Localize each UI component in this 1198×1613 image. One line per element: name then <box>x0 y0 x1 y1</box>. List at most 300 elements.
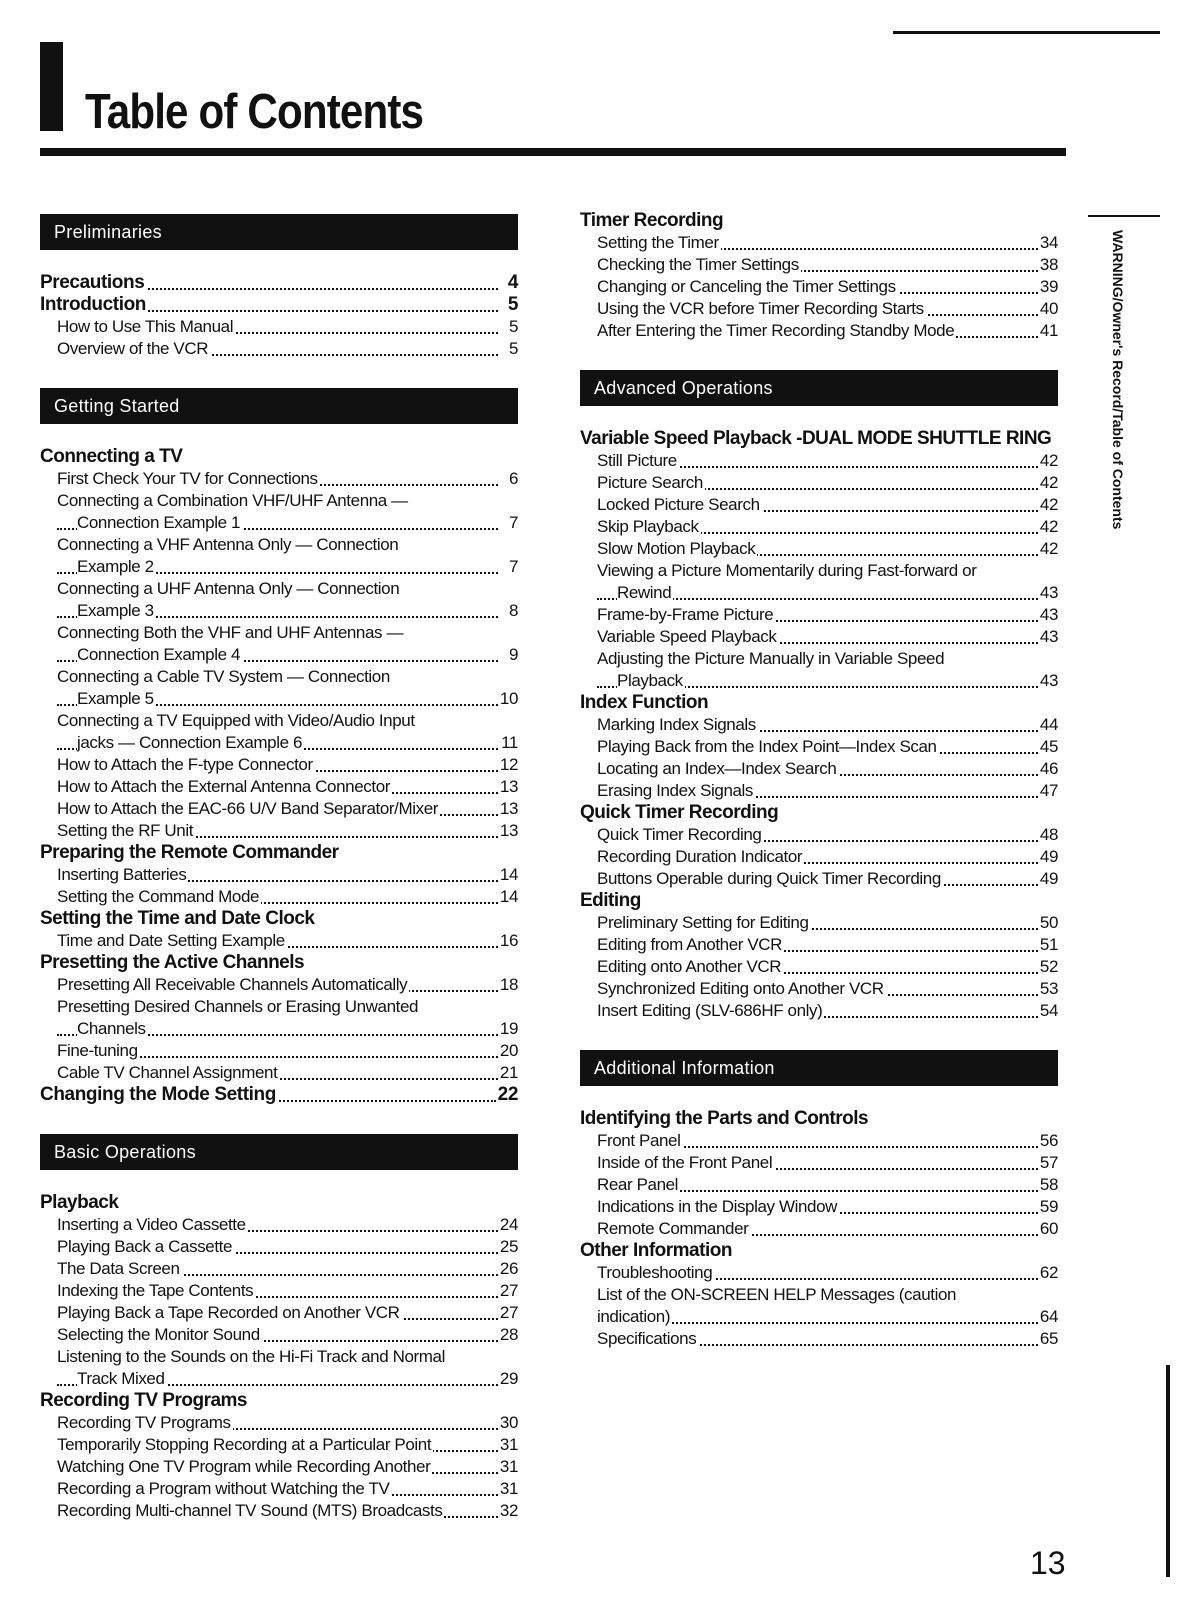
toc-page-number: 21 <box>499 1063 518 1082</box>
toc-entry-label-wrap <box>597 934 1038 956</box>
toc-entry <box>40 1456 518 1478</box>
toc-page-number: 60 <box>1039 1219 1058 1238</box>
toc-page-number: 53 <box>1039 979 1058 998</box>
toc-entry-label-wrap <box>57 338 498 360</box>
toc-entry <box>580 276 1058 298</box>
toc-entry-title: Playing Back a Tape Recorded on Another VCR <box>57 1303 400 1322</box>
toc-entry-label-wrap <box>57 316 498 338</box>
toc-page-number: 19 <box>499 1019 518 1038</box>
toc-entry <box>40 294 518 316</box>
section-bar-advanced-operations: Advanced Operations <box>580 370 1058 406</box>
toc-section <box>580 370 1058 1022</box>
toc-page-number: 49 <box>1039 847 1058 866</box>
toc-entry-title-cont: Example 5 <box>77 689 154 708</box>
toc-entry-label-wrap <box>57 490 498 534</box>
toc-entry-label-wrap <box>40 272 498 294</box>
toc-entry-title: Setting the RF Unit <box>57 821 194 840</box>
toc-entry-title: Recording Duration Indicator <box>597 847 803 866</box>
toc-entry-title: Playing Back a Cassette <box>57 1237 233 1256</box>
toc-entry-title: Temporarily Stopping Recording at a Particular Point <box>57 1435 432 1454</box>
toc-entry <box>40 622 518 666</box>
toc-entry-title-cont: Example 3 <box>77 601 154 620</box>
toc-entry-label-wrap <box>597 648 1038 692</box>
top-rule <box>893 31 1160 34</box>
toc-page-number: 43 <box>1039 671 1058 690</box>
toc-entry-title: How to Use This Manual <box>57 317 234 336</box>
toc-entry <box>40 316 518 338</box>
toc-entry <box>40 490 518 534</box>
toc-group-heading: Identifying the Parts and Controls <box>580 1108 869 1129</box>
toc-entry <box>580 824 1058 846</box>
toc-entry-label-wrap <box>597 1152 1038 1174</box>
toc-page-number: 13 <box>499 799 518 818</box>
toc-entry-label-wrap <box>597 736 1038 758</box>
toc-entry-title-cont: jacks — Connection Example 6 <box>77 733 303 752</box>
toc-entry <box>580 1218 1058 1240</box>
toc-page-number: 10 <box>499 689 518 708</box>
toc-entry-title: Inside of the Front Panel <box>597 1153 773 1172</box>
toc-entry-label-wrap <box>57 1062 498 1084</box>
toc-entry-label-wrap <box>597 472 1038 494</box>
toc-page-number: 43 <box>1039 605 1058 624</box>
toc-entry <box>580 516 1058 538</box>
toc-entry <box>40 710 518 754</box>
toc-page-number: 22 <box>497 1084 518 1105</box>
toc-entry-title-cont: indication) <box>597 1307 671 1326</box>
toc-entry <box>580 1262 1058 1284</box>
toc-entry <box>580 450 1058 472</box>
toc-entry-title: Marking Index Signals <box>597 715 756 734</box>
toc-entry <box>580 648 1058 692</box>
toc-entry-title: Quick Timer Recording <box>597 825 762 844</box>
toc-entry-label-wrap <box>57 1412 498 1434</box>
toc-entry-title-cont: Playback <box>617 671 683 690</box>
toc-entry <box>580 1152 1058 1174</box>
toc-entry-title: Watching One TV Program while Recording Another <box>57 1457 431 1476</box>
toc-entry-title: Precautions <box>40 272 145 293</box>
toc-entry-title: Checking the Timer Settings <box>597 255 799 274</box>
toc-entry <box>40 1324 518 1346</box>
toc-entry-label-wrap <box>597 868 1038 890</box>
toc-entry-title: Rear Panel <box>597 1175 679 1194</box>
toc-entry <box>580 232 1058 254</box>
toc-entry-title: List of the ON-SCREEN HELP Messages (caution <box>597 1285 957 1304</box>
toc-entry-title: Editing onto Another VCR <box>597 957 782 976</box>
toc-entry-label-wrap <box>597 604 1038 626</box>
toc-page-number: 27 <box>499 1303 518 1322</box>
toc-page-number: 45 <box>1039 737 1058 756</box>
toc-entry <box>40 578 518 622</box>
toc-page-number: 59 <box>1039 1197 1058 1216</box>
toc-entry <box>40 1302 518 1324</box>
toc-entry-label-wrap <box>597 1328 1038 1350</box>
toc-entry-title-cont: Connection Example 1 <box>77 513 241 532</box>
toc-entry <box>580 1196 1058 1218</box>
toc-entry <box>580 912 1058 934</box>
toc-page-number: 20 <box>499 1041 518 1060</box>
toc-entry-label-wrap <box>57 820 498 842</box>
toc-group-heading: Recording TV Programs <box>40 1390 247 1411</box>
toc-group-heading: Timer Recording <box>580 210 724 231</box>
toc-entry-label-wrap <box>597 494 1038 516</box>
toc-section <box>40 1134 518 1522</box>
toc-entry-label-wrap <box>57 886 498 908</box>
toc-entry-label-wrap <box>597 1000 1038 1022</box>
title-marker-block <box>40 42 63 131</box>
toc-page-number: 28 <box>499 1325 518 1344</box>
toc-entry-title: First Check Your TV for Connections <box>57 469 318 488</box>
toc-entry-title: Locked Picture Search <box>597 495 760 514</box>
toc-entry-label-wrap <box>57 1280 498 1302</box>
toc-entry-title: Recording Multi-channel TV Sound (MTS) Broadcasts <box>57 1501 443 1520</box>
toc-entry-title: Connecting a Cable TV System — Connection <box>57 667 390 686</box>
page-number: 13 <box>1030 1545 1066 1581</box>
toc-entry <box>40 338 518 360</box>
toc-entry <box>40 754 518 776</box>
toc-page-number: 57 <box>1039 1153 1058 1172</box>
toc-entry-label-wrap <box>597 912 1038 934</box>
toc-page-number: 16 <box>499 931 518 950</box>
toc-entry-label-wrap <box>597 538 1038 560</box>
toc-entry <box>580 1130 1058 1152</box>
toc-entry <box>580 934 1058 956</box>
section-bar-getting-started: Getting Started <box>40 388 518 424</box>
toc-entry-label-wrap <box>57 622 498 666</box>
toc-entry-title: Indexing the Tape Contents <box>57 1281 254 1300</box>
toc-page-number: 39 <box>1039 277 1058 296</box>
toc-page-number: 32 <box>499 1501 518 1520</box>
toc-entry-title: Picture Search <box>597 473 703 492</box>
toc-entry-title-cont: Example 2 <box>77 557 154 576</box>
toc-group-heading: Quick Timer Recording <box>580 802 779 823</box>
section-bar-preliminaries: Preliminaries <box>40 214 518 250</box>
toc-page-number: 18 <box>499 975 518 994</box>
toc-page-number: 50 <box>1039 913 1058 932</box>
toc-page-number: 7 <box>508 513 518 532</box>
toc-page-number: 52 <box>1039 957 1058 976</box>
toc-entry-title: How to Attach the EAC-66 U/V Band Separator/Mixer <box>57 799 439 818</box>
toc-entry-label-wrap <box>597 1174 1038 1196</box>
toc-page-number: 41 <box>1039 321 1058 340</box>
toc-entry <box>40 1084 518 1106</box>
toc-entry-label-wrap <box>57 1258 498 1280</box>
toc-entry-label-wrap <box>57 1236 498 1258</box>
toc-entry <box>40 930 518 952</box>
toc-entry-label-wrap <box>57 1434 498 1456</box>
toc-entry-label-wrap <box>597 978 1038 1000</box>
toc-page-number: 44 <box>1039 715 1058 734</box>
toc-entry-label-wrap <box>57 996 498 1040</box>
toc-page-number: 58 <box>1039 1175 1058 1194</box>
toc-group-heading: Variable Speed Playback -DUAL MODE SHUTTLE RING <box>580 428 1052 449</box>
toc-page-number: 42 <box>1039 495 1058 514</box>
toc-entry-title: Inserting a Video Cassette <box>57 1215 246 1234</box>
toc-page-number: 7 <box>508 557 518 576</box>
toc-entry <box>580 978 1058 1000</box>
toc-entry <box>40 1500 518 1522</box>
side-tab-rule <box>1088 215 1160 217</box>
toc-entry <box>40 1280 518 1302</box>
toc-entry-title: Changing or Canceling the Timer Settings <box>597 277 896 296</box>
toc-page-number: 9 <box>508 645 518 664</box>
toc-entry-title: Fine-tuning <box>57 1041 138 1060</box>
toc-entry-title: Indications in the Display Window <box>597 1197 838 1216</box>
toc-entry <box>580 560 1058 604</box>
toc-group-heading: Presetting the Active Channels <box>40 952 305 973</box>
toc-entry-label-wrap <box>57 534 498 578</box>
toc-entry-label-wrap <box>597 1284 1038 1328</box>
toc-page-number: 46 <box>1039 759 1058 778</box>
toc-entry-title: Locating an Index—Index Search <box>597 759 837 778</box>
toc-entry <box>40 886 518 908</box>
toc-entry <box>40 1478 518 1500</box>
toc-entry-label-wrap <box>597 450 1038 472</box>
toc-entry-title: Troubleshooting <box>597 1263 713 1282</box>
left-column <box>40 214 518 1550</box>
toc-entry-label-wrap <box>57 864 498 886</box>
toc-page-number: 38 <box>1039 255 1058 274</box>
toc-entry-label-wrap <box>57 666 498 710</box>
toc-entry <box>40 1040 518 1062</box>
toc-entry-title: Connecting a Combination VHF/UHF Antenna — <box>57 491 408 510</box>
toc-page-number: 5 <box>508 339 518 358</box>
toc-page-number: 42 <box>1039 539 1058 558</box>
toc-entry <box>580 780 1058 802</box>
toc-entry-label-wrap <box>57 710 498 754</box>
toc-entry <box>40 1434 518 1456</box>
toc-entry <box>580 538 1058 560</box>
toc-page-number: 64 <box>1039 1307 1058 1326</box>
section-bar-basic-operations: Basic Operations <box>40 1134 518 1170</box>
toc-entry-title: Presetting All Receivable Channels Automatically <box>57 975 408 994</box>
toc-group-heading: Playback <box>40 1192 119 1213</box>
toc-entry-label-wrap <box>597 1130 1038 1152</box>
toc-entry-title: Skip Playback <box>597 517 699 536</box>
toc-entry-title: Connecting a VHF Antenna Only — Connection <box>57 535 399 554</box>
toc-entry-label-wrap <box>57 798 498 820</box>
toc-entry-label-wrap <box>597 780 1038 802</box>
toc-entry <box>40 666 518 710</box>
toc-entry-title: Slow Motion Playback <box>597 539 756 558</box>
toc-entry-title: Erasing Index Signals <box>597 781 754 800</box>
toc-entry <box>580 956 1058 978</box>
toc-group-heading: Other Information <box>580 1240 732 1261</box>
toc-entry-label-wrap <box>57 754 498 776</box>
toc-entry <box>580 758 1058 780</box>
toc-entry-label-wrap <box>597 298 1038 320</box>
toc-entry-label-wrap <box>597 1218 1038 1240</box>
toc-entry-title: Setting the Timer <box>597 233 719 252</box>
toc-entry-title: Adjusting the Picture Manually in Variable Speed <box>597 649 945 668</box>
toc-page-number: 26 <box>499 1259 518 1278</box>
toc-page-number: 12 <box>499 755 518 774</box>
toc-entry-title: Recording TV Programs <box>57 1413 231 1432</box>
toc-entry <box>40 272 518 294</box>
toc-entry-label-wrap <box>57 1040 498 1062</box>
toc-entry-label-wrap <box>597 1196 1038 1218</box>
toc-entry <box>580 868 1058 890</box>
toc-page-number: 42 <box>1039 451 1058 470</box>
toc-entry <box>40 1412 518 1434</box>
toc-entry-label-wrap <box>597 1262 1038 1284</box>
toc-page-number: 40 <box>1039 299 1058 318</box>
toc-page-number: 43 <box>1039 627 1058 646</box>
page-title: Table of Contents <box>85 85 424 139</box>
toc-page-number: 48 <box>1039 825 1058 844</box>
toc-entry-title: Variable Speed Playback <box>597 627 777 646</box>
toc-entry-label-wrap <box>597 846 1038 868</box>
toc-entry <box>40 534 518 578</box>
toc-page-number: 30 <box>499 1413 518 1432</box>
toc-page-number: 62 <box>1039 1263 1058 1282</box>
toc-entry <box>580 714 1058 736</box>
toc-entry <box>40 974 518 996</box>
toc-entry-label-wrap <box>57 776 498 798</box>
toc-group-heading: Preparing the Remote Commander <box>40 842 339 863</box>
toc-page-number: 24 <box>499 1215 518 1234</box>
toc-entry-label-wrap <box>57 1214 498 1236</box>
toc-page-number: 65 <box>1039 1329 1058 1348</box>
toc-entry <box>40 776 518 798</box>
toc-entry-label-wrap <box>57 1456 498 1478</box>
toc-entry <box>40 798 518 820</box>
toc-entry-title: Connecting a TV Equipped with Video/Audio Input <box>57 711 415 730</box>
toc-page-number: 5 <box>507 294 518 315</box>
toc-group-heading: Connecting a TV <box>40 446 183 467</box>
toc-entry-title: Changing the Mode Setting <box>40 1084 276 1105</box>
toc-entry-label-wrap <box>597 232 1038 254</box>
toc-entry <box>40 1346 518 1390</box>
title-rule <box>40 148 1066 156</box>
toc-page-number: 42 <box>1039 473 1058 492</box>
toc-entry-title: Editing from Another VCR <box>597 935 783 954</box>
toc-entry-title: Setting the Command Mode <box>57 887 260 906</box>
toc-entry-title: After Entering the Timer Recording Standby Mode <box>597 321 955 340</box>
toc-entry-label-wrap <box>40 294 498 316</box>
toc-page-number: 54 <box>1039 1001 1058 1020</box>
toc-entry <box>580 298 1058 320</box>
toc-page-number: 25 <box>499 1237 518 1256</box>
toc-group-heading: Editing <box>580 890 641 911</box>
toc-entry-label-wrap <box>597 276 1038 298</box>
toc-entry-title: Time and Date Setting Example <box>57 931 285 950</box>
toc-entry <box>580 1000 1058 1022</box>
toc-entry <box>580 254 1058 276</box>
toc-entry <box>40 1214 518 1236</box>
edge-bar <box>1166 1365 1170 1577</box>
section-bar-additional-information: Additional Information <box>580 1050 1058 1086</box>
toc-entry-label-wrap <box>597 560 1038 604</box>
toc-group-heading: Index Function <box>580 692 709 713</box>
toc-group-heading: Setting the Time and Date Clock <box>40 908 315 929</box>
toc-entry-title: Connecting Both the VHF and UHF Antennas — <box>57 623 404 642</box>
toc-entry-label-wrap <box>57 1346 498 1390</box>
toc-entry-title: Synchronized Editing onto Another VCR <box>597 979 884 998</box>
toc-entry-title: Insert Editing (SLV-686HF only) <box>597 1001 823 1020</box>
toc-entry-title: How to Attach the F-type Connector <box>57 755 313 774</box>
toc-section <box>40 388 518 1106</box>
toc-section <box>580 1050 1058 1350</box>
toc-entry-label-wrap <box>57 974 498 996</box>
toc-entry-label-wrap <box>57 1324 498 1346</box>
toc-entry <box>40 996 518 1040</box>
toc-page-number: 34 <box>1039 233 1058 252</box>
toc-entry-label-wrap <box>57 1302 498 1324</box>
toc-entry <box>580 472 1058 494</box>
toc-entry-label-wrap <box>40 1084 496 1106</box>
toc-section <box>580 210 1058 342</box>
toc-page-number: 11 <box>501 733 518 752</box>
toc-page-number: 27 <box>499 1281 518 1300</box>
toc-entry <box>580 846 1058 868</box>
toc-entry-title: Preliminary Setting for Editing <box>597 913 809 932</box>
toc-entry <box>580 1328 1058 1350</box>
toc-entry-title: Using the VCR before Timer Recording Starts <box>597 299 924 318</box>
toc-page-number: 42 <box>1039 517 1058 536</box>
toc-entry-title: Front Panel <box>597 1131 681 1150</box>
toc-entry-title: Inserting Batteries <box>57 865 187 884</box>
toc-page-number: 13 <box>499 777 518 796</box>
toc-entry-label-wrap <box>57 1500 498 1522</box>
toc-entry-title: Cable TV Channel Assignment <box>57 1063 278 1082</box>
toc-entry <box>40 468 518 490</box>
toc-page-number: 8 <box>508 601 518 620</box>
toc-entry <box>580 604 1058 626</box>
toc-entry <box>580 494 1058 516</box>
toc-entry <box>40 864 518 886</box>
toc-entry-title: Specifications <box>597 1329 697 1348</box>
toc-entry-title: The Data Screen <box>57 1259 180 1278</box>
toc-page-number: 56 <box>1039 1131 1058 1150</box>
toc-entry-label-wrap <box>597 758 1038 780</box>
toc-entry-label-wrap <box>597 714 1038 736</box>
toc-page-number: 31 <box>499 1457 518 1476</box>
toc-entry-label-wrap <box>57 930 498 952</box>
toc-page-number: 47 <box>1039 781 1058 800</box>
toc-page-number: 49 <box>1039 869 1058 888</box>
toc-page-number: 4 <box>507 272 518 293</box>
toc-entry <box>580 626 1058 648</box>
toc-entry <box>580 1284 1058 1328</box>
toc-page-number: 5 <box>508 317 518 336</box>
toc-entry-title: Selecting the Monitor Sound <box>57 1325 260 1344</box>
toc-entry-label-wrap <box>597 254 1038 276</box>
toc-section <box>40 214 518 360</box>
toc-entry <box>40 820 518 842</box>
toc-entry-label-wrap <box>57 578 498 622</box>
toc-entry-title: Presetting Desired Channels or Erasing Unwanted <box>57 997 419 1016</box>
toc-entry-title: Remote Commander <box>597 1219 749 1238</box>
side-tab-label: WARNING/Owner's Record/Table of Contents <box>1110 230 1126 530</box>
toc-page-number: 51 <box>1039 935 1058 954</box>
toc-entry-title-cont: Track Mixed <box>77 1369 165 1388</box>
toc-entry-label-wrap <box>597 626 1038 648</box>
toc-page-number: 13 <box>499 821 518 840</box>
toc-entry <box>580 320 1058 342</box>
toc-entry <box>580 736 1058 758</box>
toc-page-number: 6 <box>508 469 518 488</box>
toc-page-number: 31 <box>499 1479 518 1498</box>
toc-entry-label-wrap <box>597 320 1038 342</box>
toc-entry-title: Overview of the VCR <box>57 339 209 358</box>
toc-page-number: 14 <box>499 865 518 884</box>
toc-page-number: 43 <box>1039 583 1058 602</box>
toc-page-number: 29 <box>499 1369 518 1388</box>
toc-entry-title: Connecting a UHF Antenna Only — Connection <box>57 579 400 598</box>
toc-entry <box>40 1236 518 1258</box>
toc-page-number: 31 <box>499 1435 518 1454</box>
toc-page-number: 14 <box>499 887 518 906</box>
